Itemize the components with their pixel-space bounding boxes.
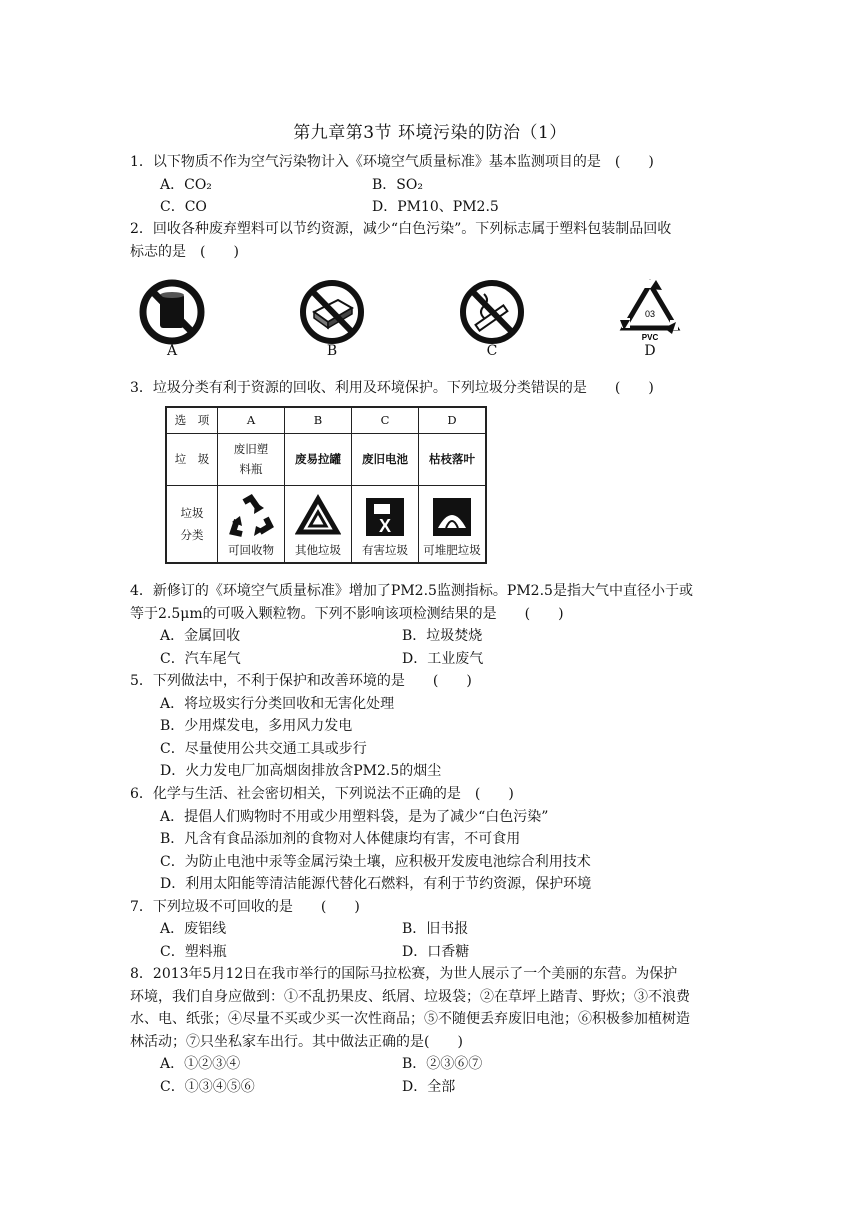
category-label: 有害垃圾 bbox=[362, 542, 408, 557]
q6-option-a: A．提倡人们购物时不用或少用塑料袋，是为了减少“白色污染” bbox=[160, 809, 549, 825]
row-label: 垃 圾 bbox=[166, 433, 218, 485]
compostable-icon bbox=[429, 494, 475, 540]
q7-option-a: A．废铝线 bbox=[160, 921, 227, 937]
category-cell bbox=[218, 485, 285, 563]
category-label: 其他垃圾 bbox=[295, 542, 341, 557]
category-cell bbox=[285, 485, 352, 563]
recyclable-icon bbox=[228, 494, 274, 540]
category-label: 可回收物 bbox=[228, 542, 274, 557]
q3-stem: 3．垃圾分类有利于资源的回收、利用及环境保护。下列垃圾分类错误的是 ( ) bbox=[130, 380, 654, 396]
table-header-cell: A bbox=[218, 407, 285, 433]
q8-stem-line1: 8．2013年5月12日在我市举行的国际马拉松赛，为世人展示了一个美丽的东营。为保护 bbox=[130, 966, 678, 982]
q6-option-c: C．为防止电池中汞等金属污染土壤，应积极开发废电池综合利用技术 bbox=[160, 854, 591, 870]
q1-stem: 1．以下物质不作为空气污染物计入《环境空气质量标准》基本监测项目的是 ( ) bbox=[130, 154, 654, 170]
q7-option-c: C．塑料瓶 bbox=[160, 944, 227, 960]
q8-option-d: D．全部 bbox=[402, 1079, 456, 1095]
q5-option-b: B．少用煤发电，多用风力发电 bbox=[160, 718, 353, 734]
q8-option-c: C．①③④⑤⑥ bbox=[160, 1079, 255, 1095]
q1-option-d: D．PM10、PM2.5 bbox=[372, 199, 499, 215]
row-label: 垃圾 分类 bbox=[166, 485, 218, 563]
garbage-item: 废易拉罐 bbox=[285, 433, 352, 485]
q8-stem-line3: 水、电、纸张；④尽量不买或少买一次性商品；⑤不随便丢弃废旧电池；⑥积极参加植树造 bbox=[130, 1011, 690, 1027]
garbage-item: 废旧电池 bbox=[352, 433, 419, 485]
garbage-item: 废旧塑 料瓶 bbox=[218, 433, 285, 485]
q6-stem: 6．化学与生活、社会密切相关，下列说法不正确的是 ( ) bbox=[130, 786, 514, 802]
table-header-cell: 选 项 bbox=[166, 407, 218, 433]
q1-option-b: B．SO₂ bbox=[372, 177, 423, 193]
other-garbage-icon bbox=[295, 494, 341, 540]
q4-stem-line1: 4．新修订的《环境空气质量标准》增加了PM2.5监测指标。PM2.5是指大气中直径小于或 bbox=[130, 583, 693, 599]
q3-classification-table bbox=[165, 406, 487, 564]
q1-option-c: C．CO bbox=[160, 199, 207, 215]
q8-option-b: B．②③⑥⑦ bbox=[402, 1056, 483, 1072]
svg-text:X: X bbox=[378, 515, 392, 536]
q4-option-c: C．汽车尾气 bbox=[160, 651, 241, 667]
q5-option-a: A．将垃圾实行分类回收和无害化处理 bbox=[160, 696, 395, 712]
q8-stem-line4: 林活动；⑦只坐私家车出行。其中做法正确的是( ) bbox=[130, 1034, 463, 1050]
q4-option-d: D．工业废气 bbox=[402, 651, 484, 667]
recycle-code-text: 03 bbox=[644, 309, 656, 319]
page-title: 第九章第3节 环境污染的防治（1） bbox=[293, 123, 567, 143]
q5-option-d: D．火力发电厂加高烟囱排放含PM2.5的烟尘 bbox=[160, 763, 442, 779]
q8-stem-line2: 环境，我们自身应做到：①不乱扔果皮、纸屑、垃圾袋；②在草坪上踏青、野炊；③不浪费 bbox=[130, 989, 690, 1005]
q2-stem-line1: 2．回收各种废弃塑料可以节约资源，减少“白色污染”。下列标志属于塑料包装制品回收 bbox=[130, 221, 672, 237]
q8-option-a: A．①②③④ bbox=[160, 1056, 241, 1072]
table-header-cell: B bbox=[285, 407, 352, 433]
q4-option-b: B．垃圾焚烧 bbox=[402, 628, 483, 644]
q7-option-d: D．口香糖 bbox=[402, 944, 470, 960]
q5-option-c: C．尽量使用公共交通工具或步行 bbox=[160, 741, 367, 757]
category-label: 可堆肥垃圾 bbox=[423, 542, 481, 557]
q1-option-a: A．CO₂ bbox=[160, 177, 212, 193]
category-cell bbox=[419, 485, 487, 563]
q7-option-b: B．旧书报 bbox=[402, 921, 469, 937]
table-header-cell: D bbox=[419, 407, 487, 433]
q6-option-b: B．凡含有食品添加剂的食物对人体健康均有害，不可食用 bbox=[160, 831, 521, 847]
table-header-cell: C bbox=[352, 407, 419, 433]
q2-label-c: C bbox=[486, 343, 498, 359]
garbage-item: 枯枝落叶 bbox=[419, 433, 487, 485]
q2-label-d: D bbox=[644, 343, 656, 359]
q4-stem-line2: 等于2.5μm的可吸入颗粒物。下列不影响该项检测结果的是 ( ) bbox=[130, 606, 564, 622]
recycle-material-text: PVC bbox=[641, 333, 659, 342]
q2-label-b: B bbox=[326, 343, 338, 359]
q7-stem: 7．下列垃圾不可回收的是 ( ) bbox=[130, 899, 360, 915]
q5-stem: 5．下列做法中，不利于保护和改善环境的是 ( ) bbox=[130, 673, 472, 689]
q2-stem-line2: 标志的是 ( ) bbox=[130, 244, 239, 260]
q6-option-d: D．利用太阳能等清洁能源代替化石燃料，有利于节约资源，保护环境 bbox=[160, 876, 592, 892]
category-cell bbox=[352, 485, 419, 563]
hazardous-icon bbox=[362, 494, 408, 540]
q2-label-a: A bbox=[166, 343, 178, 359]
q4-option-a: A．金属回收 bbox=[160, 628, 241, 644]
